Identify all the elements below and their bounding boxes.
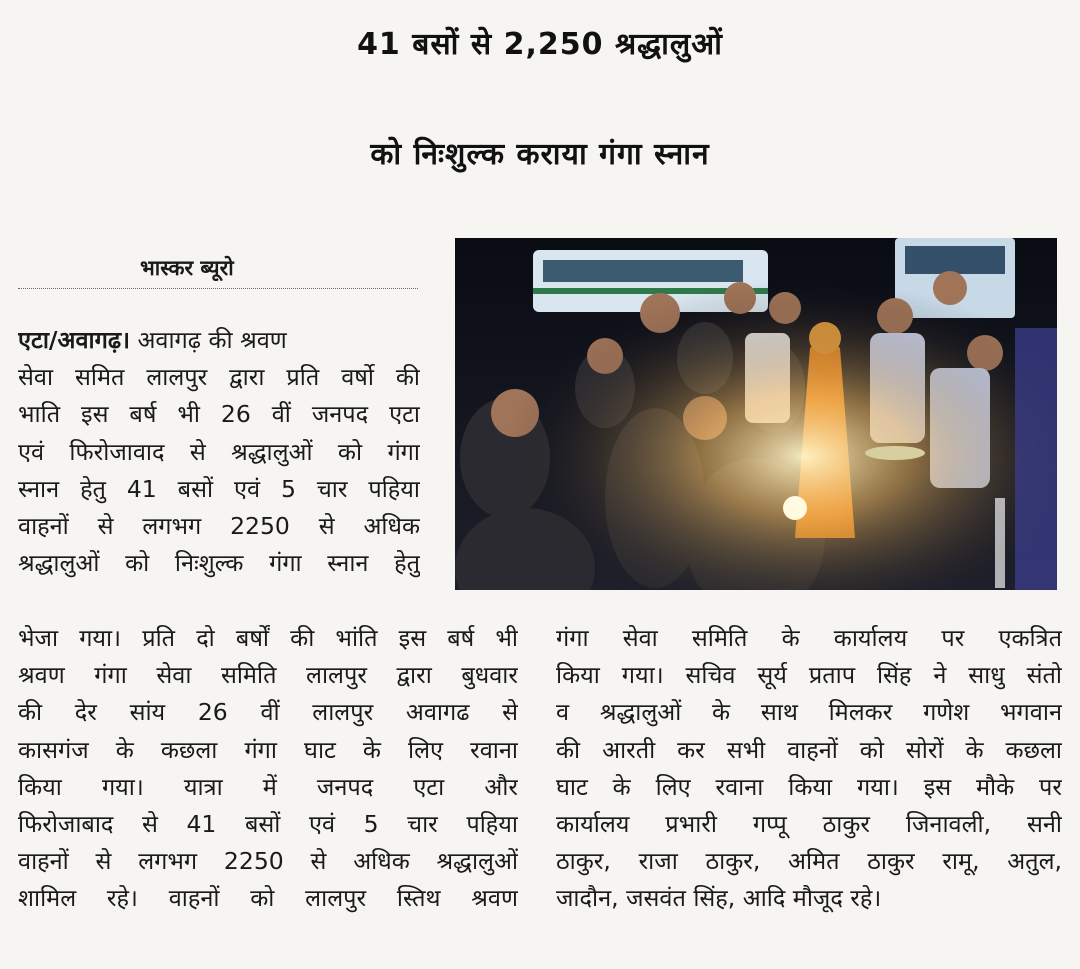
photo-illustration bbox=[455, 238, 1057, 590]
article-line: भाति इस बर्ष भी 26 वीं जनपद एटा bbox=[18, 400, 420, 429]
article-line: श्रद्धालुओं को निःशुल्क गंगा स्नान हेतु bbox=[18, 549, 420, 578]
headline-line-2: को निःशुल्क कराया गंगा स्नान bbox=[370, 137, 710, 172]
article-line: श्रवण गंगा सेवा समिति लालपुर द्वारा बुधवार bbox=[18, 661, 518, 690]
article-line: शामिल रहे। वाहनों को लालपुर स्तिथ श्रवण bbox=[18, 884, 518, 913]
byline: भास्कर ब्यूरो bbox=[140, 256, 234, 280]
article-line: भेजा गया। प्रति दो बर्षों की भांति इस बर्ष भी bbox=[18, 624, 518, 652]
article-line: की देर सांय 26 वीं लालपुर अवागढ से bbox=[18, 698, 518, 727]
article-line: किया गया। यात्रा में जनपद एटा और bbox=[18, 772, 518, 801]
article-line: वाहनों से लगभग 2250 से अधिक bbox=[18, 511, 420, 540]
article-column-2 bbox=[18, 620, 518, 918]
article-line: जादौन, जसवंत सिंह, आदि मौजूद रहे। bbox=[556, 884, 882, 913]
dateline: एटा/अवागढ़। bbox=[18, 326, 130, 354]
byline-divider bbox=[18, 288, 418, 289]
article-line: सेवा समित लालपुर द्वारा प्रति वर्षो की bbox=[18, 363, 420, 392]
article-line: वाहनों से लगभग 2250 से अधिक श्रद्धालुओं bbox=[18, 847, 518, 876]
aarti-flame bbox=[783, 496, 807, 520]
headline-line-1: 41 बसों से 2,250 श्रद्धालुओं bbox=[357, 27, 723, 62]
article-column-1 bbox=[18, 322, 420, 582]
article-line: घाट के लिए रवाना किया गया। इस मौके पर bbox=[556, 772, 1062, 801]
article-line: एटा/अवागढ़। अवागढ़ की श्रवण bbox=[18, 326, 287, 354]
article-line: ठाकुर, राजा ठाकुर, अमित ठाकुर रामू, अतुल, bbox=[556, 847, 1062, 876]
article-line: एवं फिरोजावाद से श्रद्धालुओं को गंगा bbox=[18, 437, 420, 466]
article-line: की आरती कर सभी वाहनों को सोरों के कछला bbox=[556, 735, 1062, 764]
article-line: फिरोजाबाद से 41 बसों एवं 5 चार पहिया bbox=[18, 809, 518, 838]
news-photo bbox=[455, 238, 1057, 590]
article-line: व श्रद्धालुओं के साथ मिलकर गणेश भगवान bbox=[556, 698, 1062, 727]
article-line: किया गया। सचिव सूर्य प्रताप सिंह ने साधु संतो bbox=[556, 661, 1062, 690]
article-line: कार्यालय प्रभारी गप्पू ठाकुर जिनावली, सनी bbox=[556, 809, 1062, 838]
article-line: गंगा सेवा समिति के कार्यालय पर एकत्रित bbox=[556, 624, 1062, 652]
article-column-3 bbox=[556, 620, 1062, 918]
article-line: कासगंज के कछला गंगा घाट के लिए रवाना bbox=[18, 735, 518, 764]
article-line: स्नान हेतु 41 बसों एवं 5 चार पहिया bbox=[18, 474, 420, 503]
